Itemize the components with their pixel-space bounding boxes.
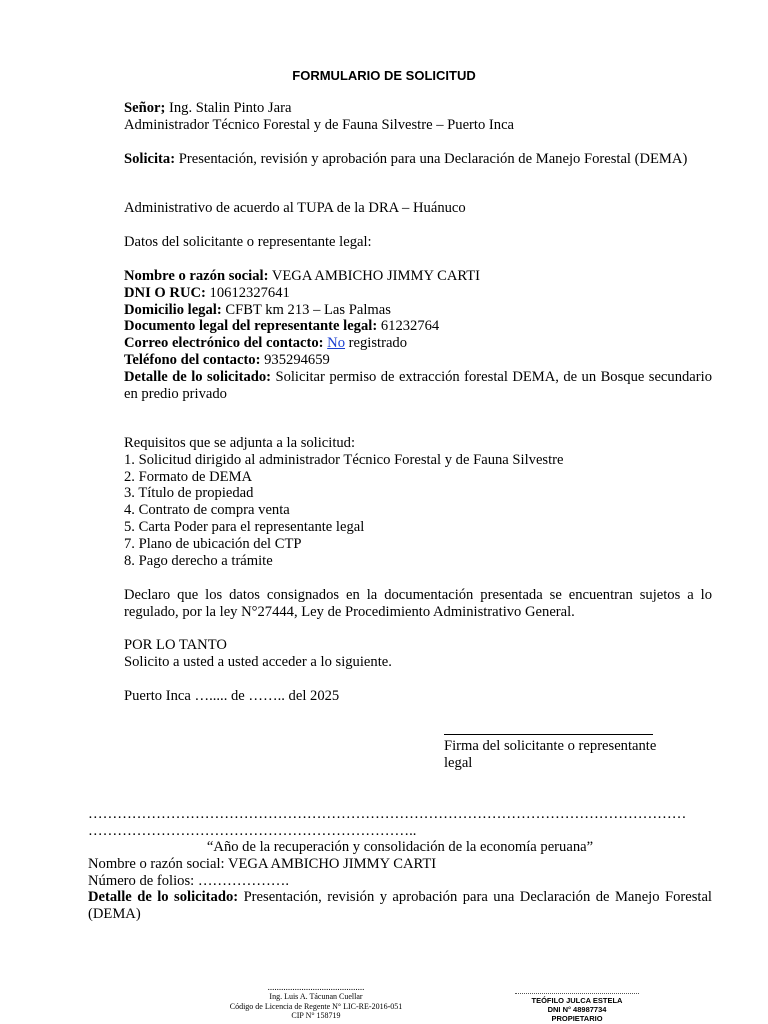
applicant-rep-doc-row <box>124 318 712 335</box>
applicant-intro: Datos del solicitante o representante legal: <box>124 234 372 250</box>
requirement-item: 3. Título de propiedad <box>124 485 254 502</box>
requirement-item: 1. Solicitud dirigido al administrador Técnico Forestal y de Fauna Silvestre <box>124 451 564 468</box>
applicant-rep-doc-value: 61232764 <box>380 318 440 335</box>
applicant-id-label: DNI O RUC: <box>124 284 206 301</box>
applicant-phone-label: Teléfono del contacto: <box>124 351 261 368</box>
requirements-block <box>124 435 712 569</box>
date-line: Puerto Inca …..... de …….. del 2025 <box>124 688 340 704</box>
form-title: FORMULARIO DE SOLICITUD <box>292 68 476 83</box>
recipient-block <box>124 100 712 134</box>
receipt-block <box>88 839 712 923</box>
applicant-detail-label: Detalle de lo solicitado: <box>124 368 272 385</box>
requirement-item: 7. Plano de ubicación del CTP <box>124 535 302 552</box>
applicant-detail-value: Solicitar permiso de extracción forestal DEMA, de un Bosque secundario en predio privado <box>124 368 712 402</box>
receipt-folios-line: Número de folios: ………………. <box>88 872 290 889</box>
requirement-item: 8. Pago derecho a trámite <box>124 552 273 569</box>
separator-dots-1: …………………………………………………………………………………………………………… <box>88 806 687 822</box>
applicant-email-rest: registrado <box>348 335 408 352</box>
separator-dots-2: ………………………………………………………….. <box>88 823 417 839</box>
applicant-rep-doc-label: Documento legal del representante legal: <box>124 318 378 335</box>
requirement-item: 5. Carta Poder para el representante legal <box>124 518 365 535</box>
recipient-name: Ing. Stalin Pinto Jara <box>169 100 292 116</box>
recipient-position: Administrador Técnico Forestal y de Fauna Silvestre – Puerto Inca <box>124 116 515 133</box>
stamp-owner-role: PROPIETARIO <box>551 1014 603 1023</box>
stamp-regent-name: Ing. Luis A. Tácunan Cuellar <box>269 992 363 1001</box>
receipt-detail-label: Detalle de lo solicitado: <box>88 889 239 906</box>
request-label: Solicita: <box>124 151 176 167</box>
applicant-phone-row <box>124 352 712 369</box>
applicant-detail-row <box>124 369 712 403</box>
receipt-detail-value: Presentación, revisión y aprobación para una Declaración de Manejo Forestal (DEMA) <box>88 889 712 923</box>
closing-request: Solicito a usted a usted acceder a lo siguiente. <box>124 653 392 670</box>
applicant-name-label: Nombre o razón social: <box>124 268 269 284</box>
requirement-item: 2. Formato de DEMA <box>124 468 253 485</box>
owner-stamp <box>515 993 639 1023</box>
stamp-regent-cip: CIP N° 158719 <box>291 1011 341 1020</box>
recipient-line <box>124 100 712 117</box>
stamp-dots: ........................................... <box>267 982 365 992</box>
request-block <box>124 151 712 168</box>
applicant-email-label: Correo electrónico del contacto: <box>124 335 324 352</box>
signature-line <box>444 734 653 735</box>
stamp-owner-name: TEÓFILO JULCA ESTELA <box>531 996 623 1005</box>
applicant-data <box>124 268 712 402</box>
applicant-address-label: Domicilio legal: <box>124 301 222 318</box>
requirements-intro: Requisitos que se adjunta a la solicitud: <box>124 435 356 451</box>
signature-caption: Firma del solicitante o representante legal <box>444 738 657 771</box>
por-lo-tanto: POR LO TANTO <box>124 637 227 653</box>
applicant-address-row <box>124 302 712 319</box>
stamp-regent-license: Código de Licencia de Regente N° LIC-RE-2016-051 <box>229 1001 403 1011</box>
stamp-owner-dni: DNI N° 48987734 <box>547 1005 607 1014</box>
applicant-email-row <box>124 335 712 352</box>
receipt-detail-row <box>88 889 712 923</box>
requirement-item: 4. Contrato de compra venta <box>124 502 290 519</box>
email-link[interactable]: No <box>327 335 346 352</box>
request-text: Presentación, revisión y aprobación para una Declaración de Manejo Forestal (DEMA) <box>178 151 688 167</box>
applicant-address-value: CFBT km 213 – Las Palmas <box>225 301 391 318</box>
receipt-motto: “Año de la recuperación y consolidación de la economía peruana” <box>206 839 594 855</box>
regent-stamp <box>205 983 427 1021</box>
receipt-name-line: Nombre o razón social: VEGA AMBICHO JIMMY CARTI <box>88 855 437 872</box>
applicant-id-row <box>124 285 712 302</box>
recipient-label: Señor; <box>124 100 166 116</box>
admin-line: Administrativo de acuerdo al TUPA de la DRA – Huánuco <box>124 200 466 216</box>
applicant-name-value: VEGA AMBICHO JIMMY CARTI <box>271 268 481 284</box>
applicant-phone-value: 935294659 <box>264 351 330 368</box>
applicant-name-row <box>124 268 712 285</box>
closing-block <box>124 637 712 671</box>
declaration: Declaro que los datos consignados en la documentación presentada se encuentran sujetos a lo regulado, por la ley N°27444, Ley de Procedimiento Administrativo General. <box>124 587 712 620</box>
applicant-id-value: 10612327641 <box>209 284 290 301</box>
